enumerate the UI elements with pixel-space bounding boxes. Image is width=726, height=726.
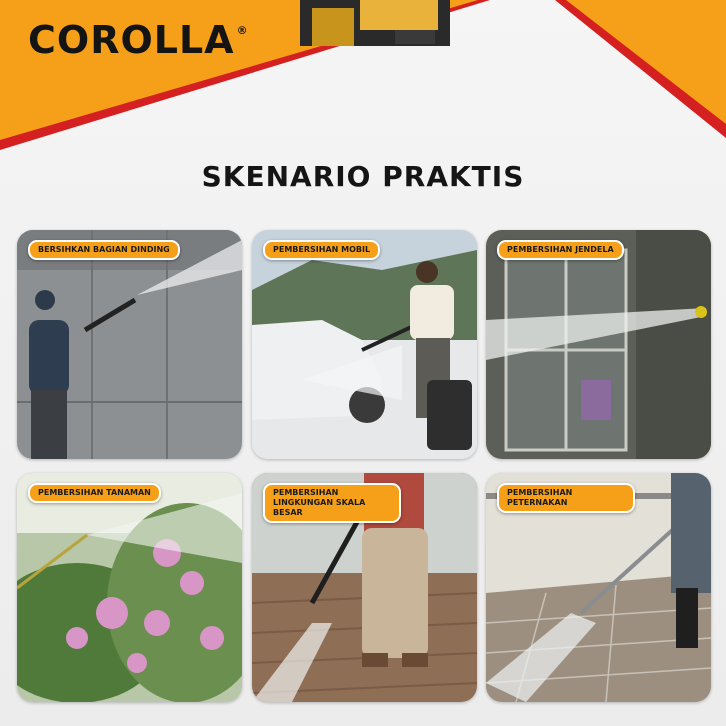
window-cleaning-photo (486, 230, 711, 459)
scenario-label: PEMBERSIHAN JENDELA (497, 240, 624, 260)
brand-logo (28, 18, 249, 62)
scenario-label: BERSIHKAN BAGIAN DINDING (28, 240, 180, 260)
page-title: SKENARIO PRAKTIS (201, 160, 525, 193)
scenario-card-livestock (486, 473, 711, 702)
plant-cleaning-photo (17, 473, 242, 702)
scenario-card-car (252, 230, 477, 459)
header-banner (0, 0, 726, 170)
scenario-card-plants (17, 473, 242, 702)
brand-name: COROLLA (28, 18, 235, 62)
scenario-card-window (486, 230, 711, 459)
scenario-grid (17, 230, 711, 702)
scenario-label: PEMBERSIHAN TANAMAN (28, 483, 161, 503)
scenario-label: PEMBERSIHAN LINGKUNGAN SKALA BESAR (263, 483, 401, 523)
tool-nozzle-graphic (300, 0, 450, 46)
wall-cleaning-photo (17, 230, 242, 459)
registered-mark: ® (236, 24, 249, 37)
scenario-card-large-area (252, 473, 477, 702)
scenario-card-wall (17, 230, 242, 459)
scenario-label: PEMBERSIHAN MOBIL (263, 240, 380, 260)
scenario-label: PEMBERSIHAN PETERNAKAN (497, 483, 635, 513)
car-cleaning-photo (252, 230, 477, 459)
